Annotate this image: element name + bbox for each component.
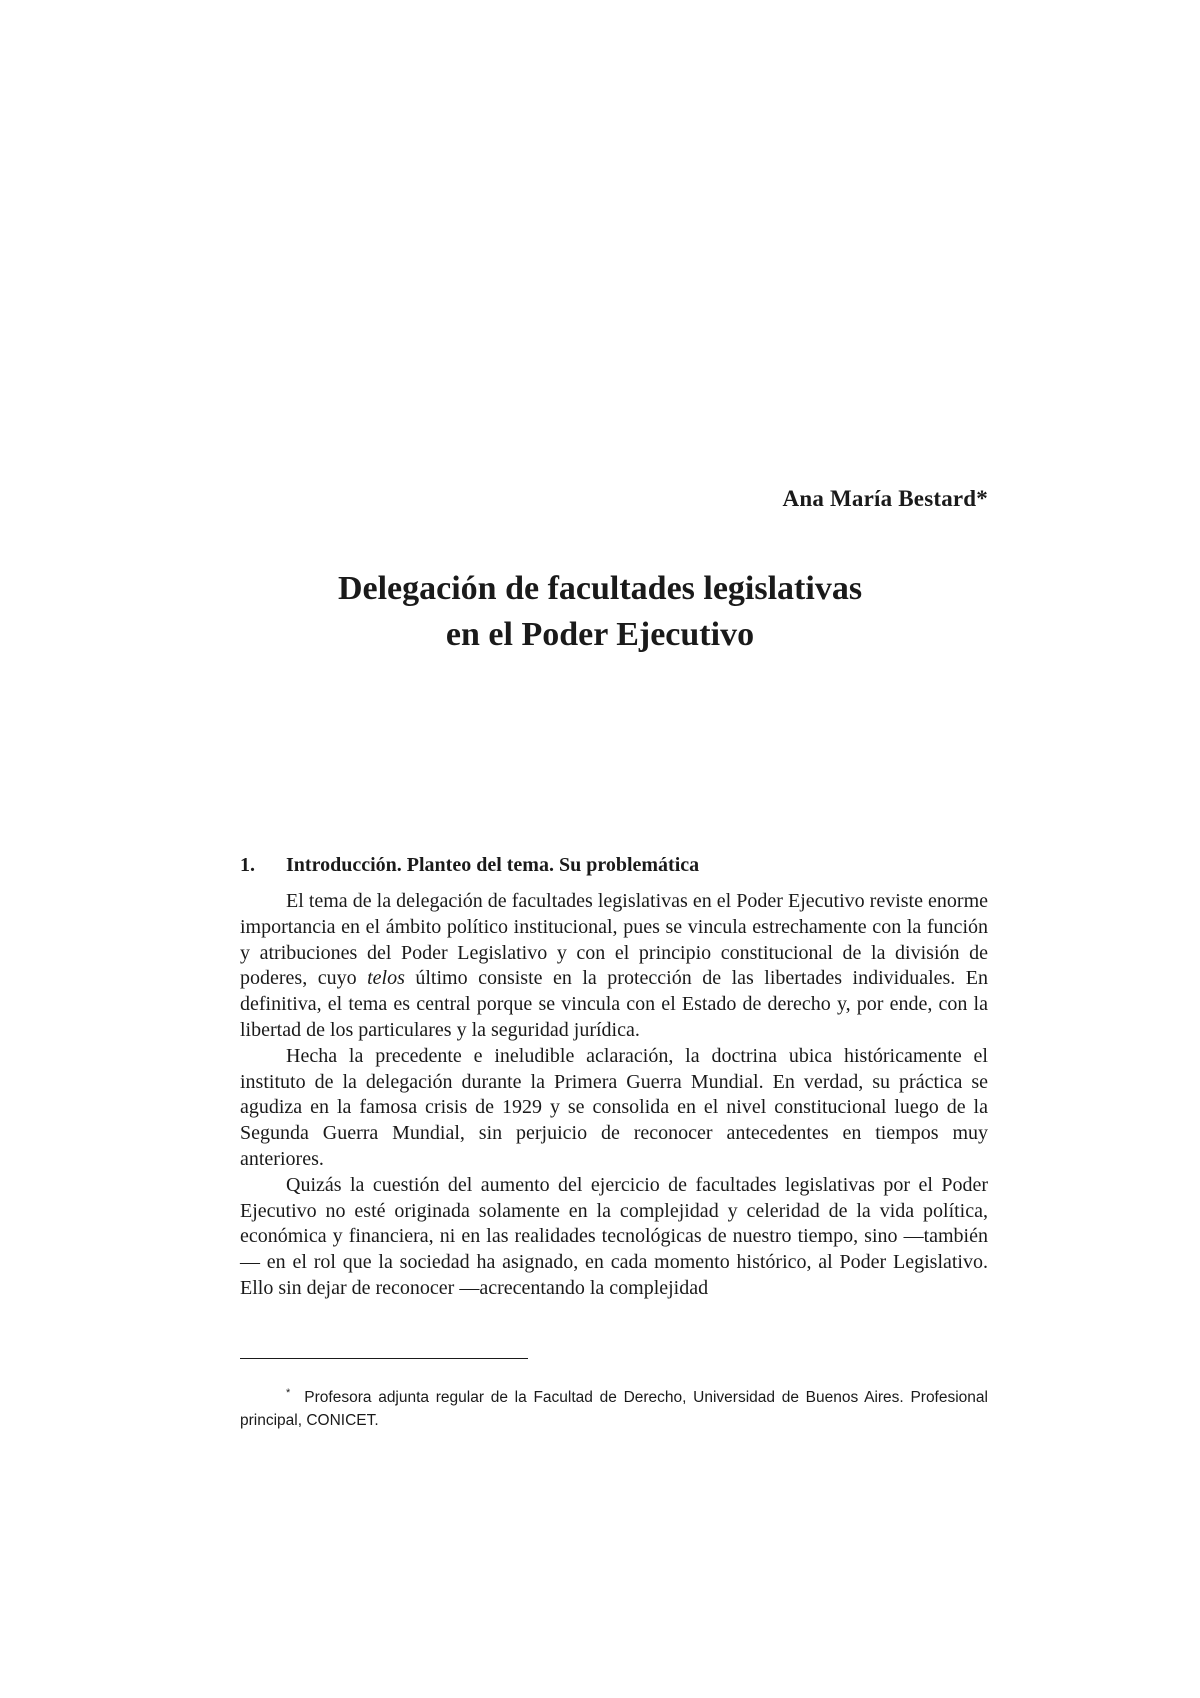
section-heading	[240, 854, 988, 877]
section-number: 1.	[240, 854, 255, 876]
paragraph-1	[240, 889, 988, 1044]
paragraph-1-italic: telos	[367, 967, 405, 990]
paragraph-1-text-a: El tema de la delegación de facultades legislativas en el Poder Ejecutivo reviste enorme importancia en el ámbito político institucional, pues se vincula estrechamente con la función y atribuciones del Poder Legislativo y con el principio constitucional de la división de poderes, cuyo	[240, 890, 988, 990]
footnote-mark: *	[286, 1387, 291, 1399]
paragraph-3: Quizás la cuestión del aumento del ejercicio de facultades legislativas por el Poder Ejecutivo no esté originada solamente en la complejidad y celeridad de la vida política, económica y financiera, ni en las realidades tecnológicas de nuestro tiempo, sino —también— en el rol que la sociedad ha asignado, en cada momento histórico, al Poder Legislativo. Ello sin dejar de reconocer —acrecentando la complejidad	[240, 1173, 988, 1299]
footnote	[240, 1382, 988, 1432]
title-line-1: Delegación de facultades legislativas	[337, 570, 863, 607]
body-text	[240, 889, 988, 1302]
author-name: Ana María Bestard*	[782, 486, 988, 511]
section-title: Introducción. Planteo del tema. Su problemática	[286, 854, 700, 876]
article-title	[0, 566, 1200, 658]
paragraph-1-text-b: último consiste en la protección de las libertades individuales. En definitiva, el tema es central porque se vincula con el Estado de derecho y, por ende, con la libertad de los particulares y la seguridad jurídica.	[240, 967, 989, 1041]
paragraph-2: Hecha la precedente e ineludible aclaración, la doctrina ubica históricamente el instituto de la delegación durante la Primera Guerra Mundial. En verdad, su práctica se agudiza en la famosa crisis de 1929 y se consolida en el nivel constitucional luego de la Segunda Guerra Mundial, sin perjuicio de reconocer antecedentes en tiempos muy anteriores.	[240, 1044, 988, 1170]
footnote-divider	[240, 1358, 528, 1359]
title-line-2: en el Poder Ejecutivo	[445, 616, 755, 653]
footnote-text: Profesora adjunta regular de la Facultad de Derecho, Universidad de Buenos Aires. Profesional principal, CONICET.	[240, 1389, 988, 1429]
